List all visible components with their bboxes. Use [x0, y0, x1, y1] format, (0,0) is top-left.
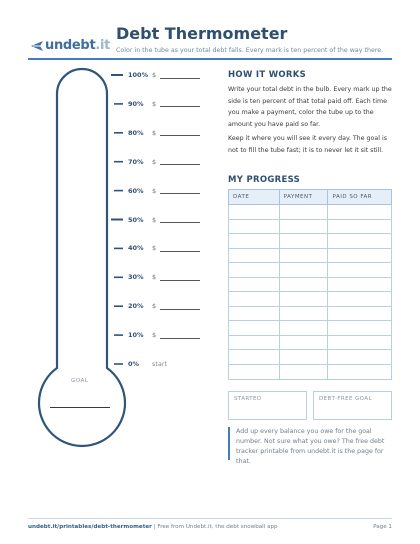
- page-number: Page 1: [373, 524, 392, 530]
- footer-url[interactable]: undebt.it/printables/debt-thermometer: [28, 524, 152, 530]
- mark-amount-line[interactable]: [160, 303, 200, 310]
- mark-percent: 0%: [128, 360, 140, 368]
- table-cell[interactable]: [229, 335, 280, 350]
- table-cell[interactable]: [328, 306, 392, 321]
- page-subtitle: Color in the tube as your total debt falls. Every mark is ten percent of the way there.: [116, 47, 384, 54]
- table-row: [229, 350, 392, 365]
- footer: [28, 524, 278, 530]
- col-payment: PAYMENT: [279, 190, 328, 205]
- mark-percent: 80%: [128, 128, 144, 137]
- mark-percent: 20%: [128, 302, 144, 311]
- table-cell[interactable]: [229, 321, 280, 336]
- mark-currency: $: [152, 99, 157, 108]
- mark-row: [128, 272, 218, 282]
- table-row: [229, 263, 392, 278]
- table-cell[interactable]: [229, 350, 280, 365]
- mark-percent: 40%: [128, 244, 144, 253]
- table-cell[interactable]: [279, 263, 328, 278]
- table-cell[interactable]: [279, 335, 328, 350]
- table-cell[interactable]: [229, 292, 280, 307]
- page-title: Debt Thermometer: [116, 24, 288, 43]
- table-row: [229, 205, 392, 220]
- mark-amount-line[interactable]: [160, 216, 200, 223]
- mark-percent: 30%: [128, 273, 144, 282]
- table-cell[interactable]: [279, 277, 328, 292]
- thermometer-ticks: [111, 75, 123, 364]
- table-cell[interactable]: [279, 248, 328, 263]
- table-cell[interactable]: [328, 335, 392, 350]
- thermometer-graphic: [0, 0, 220, 450]
- mark-percent: 100%: [128, 71, 149, 79]
- mark-row: [128, 186, 218, 196]
- col-date: DATE: [229, 190, 280, 205]
- footer-rule: [28, 518, 392, 519]
- mark-row: [128, 99, 218, 109]
- table-cell[interactable]: [229, 248, 280, 263]
- table-cell[interactable]: [279, 365, 328, 380]
- table-row: [229, 365, 392, 380]
- table-cell[interactable]: [279, 205, 328, 220]
- goal-label: GOAL: [71, 378, 89, 384]
- debt-free-goal-box[interactable]: [313, 391, 392, 420]
- mark-percent: 90%: [128, 99, 144, 108]
- mark-amount-line[interactable]: [160, 158, 200, 165]
- goal-write-line[interactable]: [50, 407, 110, 408]
- mark-currency: $: [152, 71, 157, 79]
- mark-currency: $: [152, 331, 157, 340]
- mark-currency: $: [152, 302, 157, 311]
- footer-text: | Free from Undebt.it, the debt snowball app: [151, 524, 278, 530]
- started-label: STARTED: [234, 396, 262, 402]
- mark-currency: $: [152, 215, 157, 224]
- mark-currency: $: [152, 273, 157, 282]
- mark-amount-line[interactable]: [160, 274, 200, 281]
- table-row: [229, 248, 392, 263]
- mark-row: [128, 330, 218, 340]
- mark-row: [128, 157, 218, 167]
- table-cell[interactable]: [328, 365, 392, 380]
- mark-row-zero: [128, 359, 218, 369]
- mark-amount-line[interactable]: [160, 187, 200, 194]
- table-cell[interactable]: [328, 292, 392, 307]
- mark-row: [128, 243, 218, 253]
- table-row: [229, 234, 392, 249]
- mark-row: [128, 128, 218, 138]
- mark-start: start: [152, 360, 168, 368]
- mark-percent: 60%: [128, 186, 144, 195]
- my-progress-heading: MY PROGRESS: [228, 175, 301, 185]
- table-cell[interactable]: [229, 219, 280, 234]
- how-it-works-para-2: Keep it where you will see it every day. The goal is not to fill the tube fast; it is to never let it sit still.: [228, 135, 388, 154]
- mark-amount-line[interactable]: [160, 72, 200, 79]
- table-cell[interactable]: [279, 321, 328, 336]
- mark-percent: 70%: [128, 157, 144, 166]
- table-row: [229, 335, 392, 350]
- table-cell[interactable]: [229, 263, 280, 278]
- mark-amount-line[interactable]: [160, 100, 200, 107]
- table-row: [229, 306, 392, 321]
- thermometer-outline: [39, 69, 125, 446]
- mark-amount-line[interactable]: [160, 332, 200, 339]
- table-cell[interactable]: [328, 219, 392, 234]
- table-row: [229, 219, 392, 234]
- table-cell[interactable]: [229, 365, 280, 380]
- mark-currency: $: [152, 157, 157, 166]
- mark-currency: $: [152, 128, 157, 137]
- mark-currency: $: [152, 244, 157, 253]
- mark-amount-line[interactable]: [160, 129, 200, 136]
- logo-text: undebt.it: [45, 38, 111, 53]
- table-cell[interactable]: [279, 350, 328, 365]
- mark-currency: $: [152, 186, 157, 195]
- table-cell[interactable]: [279, 219, 328, 234]
- table-cell[interactable]: [328, 248, 392, 263]
- mark-row: [128, 70, 218, 80]
- how-it-works-heading: HOW IT WORKS: [228, 70, 307, 80]
- table-row: [229, 292, 392, 307]
- table-cell[interactable]: [328, 205, 392, 220]
- tip-note: Add up every balance you owe for the goal number. Not sure what you owe? The free debt tracker printable from undebt.it is the page for that.: [228, 427, 392, 460]
- table-cell[interactable]: [328, 321, 392, 336]
- table-cell[interactable]: [328, 263, 392, 278]
- mark-amount-line[interactable]: [160, 245, 200, 252]
- table-cell[interactable]: [229, 306, 280, 321]
- mark-percent: 10%: [128, 331, 144, 340]
- table-cell[interactable]: [229, 277, 280, 292]
- mark-percent: 50%: [128, 215, 144, 224]
- debt-free-goal-label: DEBT-FREE GOAL: [319, 396, 372, 402]
- table-cell[interactable]: [279, 306, 328, 321]
- table-cell[interactable]: [328, 277, 392, 292]
- started-box[interactable]: [228, 391, 307, 420]
- table-row: [229, 321, 392, 336]
- table-cell[interactable]: [229, 234, 280, 249]
- table-cell[interactable]: [229, 205, 280, 220]
- table-cell[interactable]: [279, 292, 328, 307]
- table-cell[interactable]: [328, 234, 392, 249]
- table-cell[interactable]: [328, 350, 392, 365]
- mark-row: [128, 301, 218, 311]
- mark-row: [128, 215, 218, 225]
- progress-table: [228, 189, 392, 380]
- how-it-works-para-1: Write your total debt in the bulb. Every mark up the side is ten percent of that total paid off. Each time you make a payment, color the tube up to the amount you have paid so far.: [228, 86, 392, 128]
- table-row: [229, 277, 392, 292]
- col-paid-so-far: PAID SO FAR: [328, 190, 392, 205]
- table-cell[interactable]: [279, 234, 328, 249]
